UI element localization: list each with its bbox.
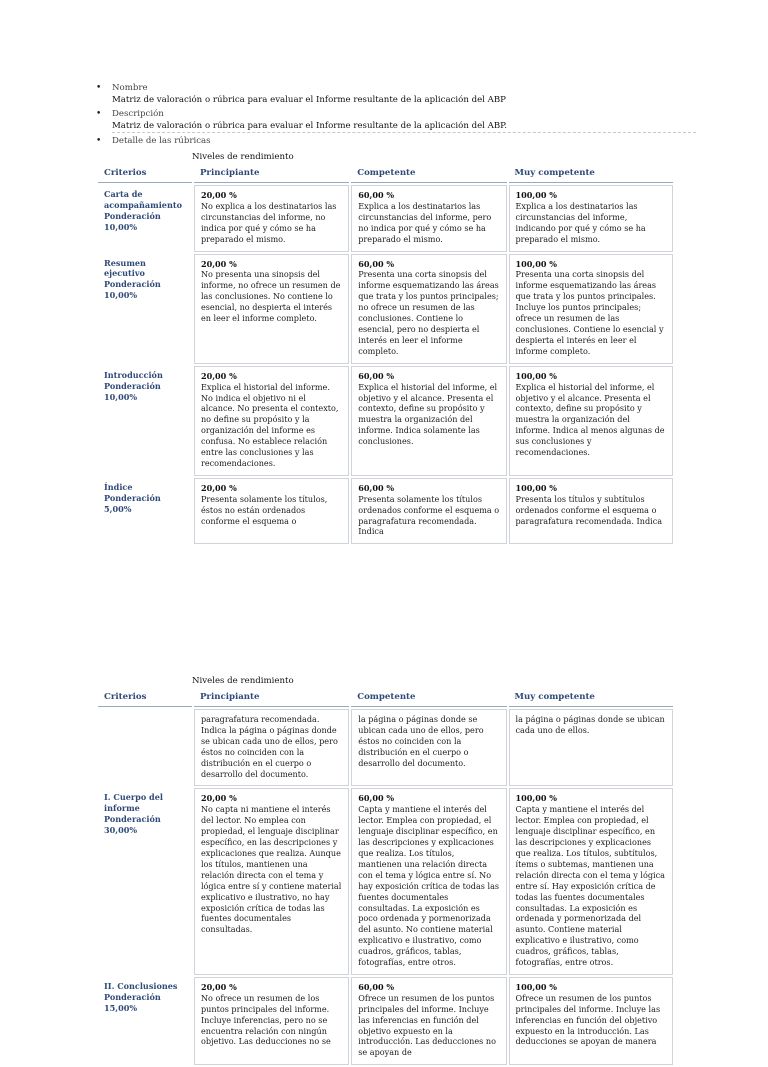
criterion-weight-value: 30,00%	[104, 825, 138, 836]
level-percentage: 100,00 %	[515, 981, 557, 992]
criterion-weight-label: Ponderación	[104, 279, 161, 290]
levels-caption: Niveles de rendimiento	[192, 152, 294, 162]
level-percentage: 60,00 %	[358, 370, 395, 381]
criterion-weight-value: 15,00%	[104, 1002, 138, 1013]
level-description: No explica a los destinatarios las circunstancias del informe, no indica por qué y cómo se ha preparado el mismo.	[200, 200, 337, 244]
level-cell	[194, 788, 349, 975]
meta-label: Descripción	[112, 109, 164, 119]
criterion-name: II. Conclusiones	[104, 980, 178, 991]
header-criterios: Criterios	[98, 688, 192, 707]
criterion-cell	[98, 788, 192, 975]
level-description: Presenta una corta sinopsis del informe esquematizando las áreas que trata y los puntos principales. Incluye los puntos principales; ofrece un resumen de las conclusiones. Contiene lo esencial y despierta el interés en leer el informe completo.	[515, 269, 664, 356]
level-description: Explica el historial del informe. No indica el objetivo ni el alcance. No presenta el contexto, no define su propósito y la organización del informe es confusa. No establece relación entre las conclusiones y las recomendaciones.	[200, 381, 339, 468]
meta-value: Matriz de valoración o rúbrica para evaluar el Informe resultante de la aplicación del ABP	[112, 95, 506, 105]
level-percentage: 60,00 %	[358, 482, 395, 493]
level-description: Explica el historial del informe, el objetivo y el alcance. Presenta el contexto, define su propósito y muestra la organización del informe. Indica solamente las conclusiones.	[358, 381, 498, 447]
criterion-weight-value: 10,00%	[104, 290, 138, 301]
header-muy-competente: Muy competente	[509, 688, 674, 707]
level-description: Presenta solamente los títulos ordenados conforme el esquema o paragrafatura recomendada. Indica	[358, 493, 500, 537]
bullet-icon: •	[96, 136, 102, 146]
criterion-cell	[98, 709, 192, 786]
level-percentage: 60,00 %	[358, 190, 395, 200]
level-percentage: 60,00 %	[358, 981, 395, 992]
level-percentage: 100,00 %	[515, 258, 557, 269]
meta-label: Nombre	[112, 83, 148, 93]
level-description: Explica el historial del informe, el objetivo y el alcance. Presenta el contexto, define su propósito y muestra la organización del informe. Indica al menos algunas de sus conclusiones y recomendaciones.	[515, 381, 665, 458]
level-cell	[351, 709, 506, 786]
level-percentage: 100,00 %	[515, 370, 557, 381]
level-description: Explica a los destinatarios las circunstancias del informe, pero no indica por qué y cómo se ha preparado el mismo.	[358, 200, 492, 244]
criterion-name: Introducción	[104, 369, 163, 380]
header-principiante: Principiante	[194, 164, 349, 183]
level-description: la página o páginas donde se ubican cada uno de ellos.	[515, 714, 665, 735]
level-description: Ofrece un resumen de los puntos principales del informe. Incluye las inferencias en función del objetivo expuesto en la introducción. Las deducciones se apoyan de manera	[515, 992, 661, 1047]
level-description: Capta y mantiene el interés del lector. Emplea con propiedad, el lenguaje disciplinar específico, en las descripciones y explicaciones que realiza. Los títulos, subtítulos, ítems o subtemas, mantienen una relación directa con el tema y lógica entre sí. Hay exposición crítica de todas las fuentes documentales consultadas. La exposición es ordenada y pormenorizada del asunto. Contiene material explicativo e ilustrativo, como cuadros, gráficos, tablas, fotografías, entre otros.	[515, 804, 665, 968]
bullet-icon: •	[96, 83, 102, 93]
level-cell	[509, 788, 674, 975]
levels-caption: Niveles de rendimiento	[192, 676, 294, 686]
level-percentage: 100,00 %	[515, 793, 557, 804]
level-percentage: 20,00 %	[200, 258, 237, 269]
level-description: No ofrece un resumen de los puntos principales del informe. Incluye inferencias, pero no se encuentra relación con ningún objetivo. Las deducciones no se	[200, 992, 331, 1047]
bullet-icon: •	[96, 109, 102, 119]
level-percentage: 20,00 %	[200, 190, 237, 200]
level-cell	[194, 709, 349, 786]
header-principiante: Principiante	[194, 688, 349, 707]
level-percentage: 20,00 %	[200, 482, 237, 493]
meta-value: Matriz de valoración o rúbrica para evaluar el Informe resultante de la aplicación del ABP.	[112, 120, 696, 133]
criterion-name: Resumen ejecutivo	[104, 257, 146, 279]
header-muy-competente: Muy competente	[509, 164, 674, 183]
header-competente: Competente	[351, 164, 506, 183]
level-percentage: 20,00 %	[200, 981, 237, 992]
level-description: la página o páginas donde se ubican cada uno de ellos, pero éstos no coinciden con la distribución en el cuerpo o desarrollo del documento.	[358, 714, 484, 768]
header-competente: Competente	[351, 688, 506, 707]
level-percentage: 20,00 %	[200, 793, 237, 804]
criterion-weight-value: 10,00%	[104, 221, 138, 232]
level-percentage: 60,00 %	[358, 258, 395, 269]
criterion-weight-label: Ponderación	[104, 814, 161, 825]
criterion-weight-value: 10,00%	[104, 391, 138, 402]
table-row	[98, 977, 673, 1065]
criterion-name: I. Cuerpo del informe	[104, 792, 163, 814]
level-description: Presenta una corta sinopsis del informe esquematizando las áreas que trata y los puntos principales; no ofrece un resumen de las conclusiones. Contiene lo esencial, pero no despierta el interés en leer el informe completo.	[358, 269, 499, 356]
level-percentage: 100,00 %	[515, 482, 557, 493]
level-cell	[509, 709, 674, 786]
level-cell	[351, 788, 506, 975]
level-percentage: 100,00 %	[515, 190, 557, 200]
level-description: No presenta una sinopsis del informe, no ofrece un resumen de las conclusiones. No contiene lo esencial, no despierta el interés en leer el informe completo.	[200, 269, 341, 324]
meta-label: Detalle de las rúbricas	[112, 136, 211, 146]
level-cell	[194, 977, 349, 1065]
table-header-row	[98, 688, 673, 707]
level-description: Capta y mantiene el interés del lector. Emplea con propiedad, el lenguaje disciplinar específico, en las descripciones y explicaciones que realiza. Los títulos, mantienen una relación directa con el tema y lógica entre sí. No hay exposición crítica de todas las fuentes documentales consultadas. La exposición es poco ordenada y pormenorizada del asunto. No contiene material explicativo e ilustrativo, como cuadros, gráficos, tablas, fotografías, entre otros.	[358, 804, 500, 968]
criterion-name: Índice	[104, 481, 133, 492]
table-row	[98, 788, 673, 975]
criterion-weight-label: Ponderación	[104, 991, 161, 1002]
table-row	[98, 709, 673, 786]
level-percentage: 20,00 %	[200, 370, 237, 381]
level-description: Ofrece un resumen de los puntos principales del informe. Incluye las inferencias en función del objetivo expuesto en la introducción. Las deducciones no se apoyan de	[358, 992, 496, 1058]
level-description: paragrafatura recomendada. Indica la página o páginas donde se ubican cada uno de ellos, pero éstos no coinciden con la distribución en el cuerpo o desarrollo del documento.	[200, 714, 338, 779]
header-criterios: Criterios	[98, 164, 192, 183]
criterion-name: Carta de acompañamiento	[104, 189, 182, 210]
level-cell	[509, 977, 674, 1065]
level-description: Explica a los destinatarios las circunstancias del informe, indicando por qué y cómo se ha preparado el mismo.	[515, 200, 646, 244]
rubric-table-continued	[96, 686, 675, 1067]
level-description: No capta ni mantiene el interés del lector. No emplea con propiedad, el lenguaje disciplinar específico, en las descripciones y explicaciones que realiza. Aunque los títulos, mantienen una relación directa con el tema y lógica entre sí y contiene material explicativo e ilustrativo, no hay exposición crítica de todas las fuentes documentales consultadas.	[200, 804, 342, 935]
level-description: Presenta los títulos y subtítulos ordenados conforme el esquema o paragrafatura recomendada. Indica	[515, 493, 663, 526]
level-cell	[351, 977, 506, 1065]
criterion-weight-value: 5,00%	[104, 503, 132, 514]
criterion-cell	[98, 977, 192, 1065]
criterion-weight-label: Ponderación	[104, 492, 161, 503]
criterion-weight-label: Ponderación	[104, 210, 161, 221]
criterion-weight-label: Ponderación	[104, 380, 161, 391]
level-description: Presenta solamente los títulos, éstos no están ordenados conforme el esquema o	[200, 493, 328, 526]
level-percentage: 60,00 %	[358, 793, 395, 804]
